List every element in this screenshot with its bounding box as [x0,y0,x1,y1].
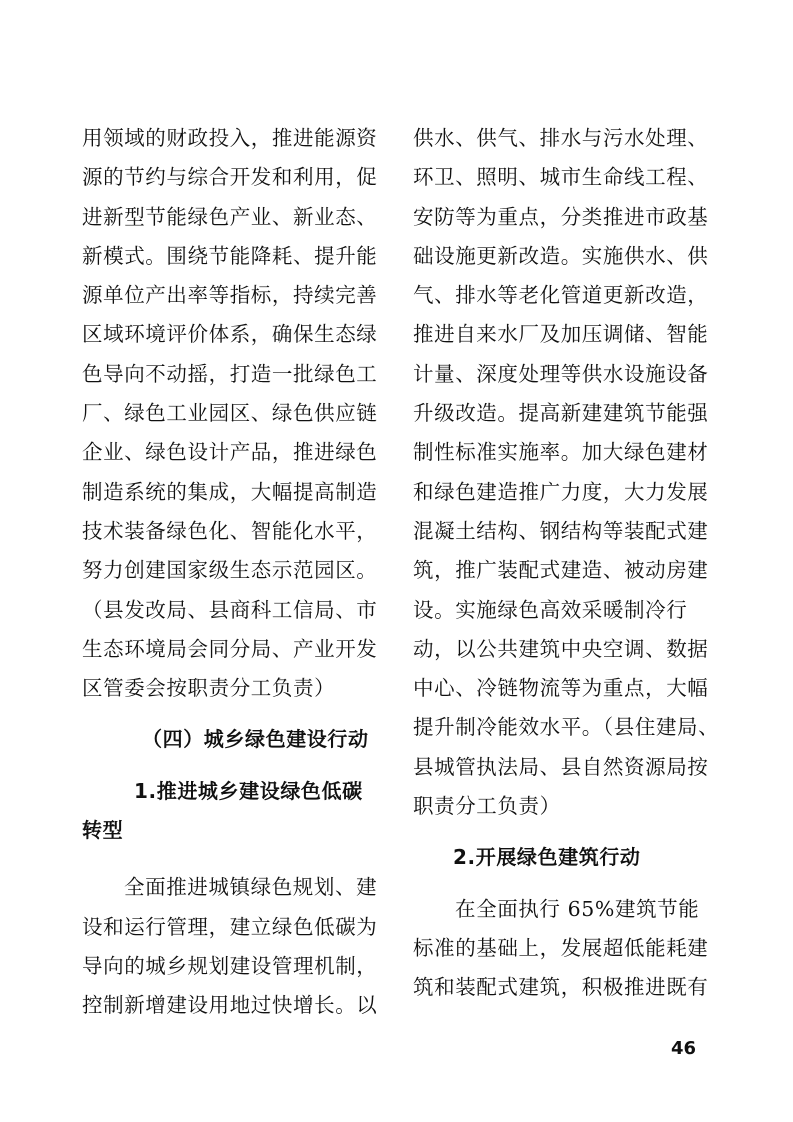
text-line: 技术装备绿色化、智能化水平， [82,518,378,543]
section-heading: （四）城乡绿色建设行动 [142,727,369,752]
text-line: 职责分工负责） [413,794,561,819]
text-line: 导向的城乡规划建设管理机制， [82,953,378,978]
text-line: 础设施更新改造。实施供水、供 [413,243,709,268]
text-line: 制造系统的集成，大幅提高制造 [82,479,378,504]
text-line: 推进自来水厂及加压调储、智能 [413,322,709,347]
sub-heading-1-line-1: 1.推进城乡建设绿色低碳 [134,778,363,803]
text-line: 环卫、照明、城市生命线工程、 [413,165,709,190]
text-line: 新模式。围绕节能降耗、提升能 [82,243,378,268]
text-line: 气、排水等老化管道更新改造， [413,283,709,308]
text-line: 区管委会按职责分工负责） [82,676,336,701]
text-line: 提升制冷能效水平。（县住建局、 [413,715,720,740]
text-line: 全面推进城镇绿色规划、建 [124,875,378,900]
text-line: 升级改造。提高新建建筑节能强 [413,401,709,426]
text-line: 筑，推广装配式建造、被动房建 [413,558,709,583]
text-line: 动，以公共建筑中央空调、数据 [413,636,709,661]
right-paragraph-2 [413,890,723,1008]
text-line: 和绿色建造推广力度，大力发展 [413,479,709,504]
right-column [413,119,723,1008]
text-line: 色导向不动摇，打造一批绿色工 [82,361,378,386]
text-line: 安防等为重点，分类推进市政基 [413,204,709,229]
text-line: 控制新增建设用地过快增长。以 [82,993,378,1018]
right-paragraph-1 [413,119,723,826]
text-line: 在全面执行 65%建筑节能 [455,896,700,921]
text-line: 厂、绿色工业园区、绿色供应链 [82,401,378,426]
text-line: 区域环境评价体系，确保生态绿 [82,322,378,347]
text-line: 混凝土结构、钢结构等装配式建 [413,518,709,543]
text-line: 用领域的财政投入，推进能源资 [82,126,378,150]
text-line: 源单位产出率等指标，持续完善 [82,283,378,308]
text-line: 企业、绿色设计产品，推进绿色 [82,440,378,465]
left-paragraph-1 [82,119,392,708]
text-line: 计量、深度处理等供水设施设备 [413,361,709,386]
text-line: 生态环境局会同分局、产业开发 [82,636,378,661]
text-line: 设。实施绿色高效采暖制冷行 [413,597,688,622]
text-line: 中心、冷链物流等为重点，大幅 [413,676,709,701]
text-line: 设和运行管理，建立绿色低碳为 [82,914,378,939]
page-number: 46 [671,1038,697,1059]
text-line: 源的节约与综合开发和利用，促 [82,165,378,190]
left-paragraph-2 [82,868,392,1025]
text-line: 供水、供气、排水与污水处理、 [413,126,709,150]
text-line: 县城管执法局、县自然资源局按 [413,754,709,779]
text-line: 标准的基础上，发展超低能耗建 [413,935,709,960]
text-line: 筑和装配式建筑，积极推进既有 [413,975,709,1000]
sub-heading-1-line-2: 转型 [82,818,124,843]
text-line: （县发改局、县商科工信局、市 [82,597,378,622]
sub-heading-2: 2.开展绿色建筑行动 [453,845,641,870]
left-column [82,119,392,1026]
text-line: 努力创建国家级生态示范园区。 [82,558,378,583]
text-line: 进新型节能绿色产业、新业态、 [82,204,378,229]
text-line: 制性标准实施率。加大绿色建材 [413,440,709,465]
